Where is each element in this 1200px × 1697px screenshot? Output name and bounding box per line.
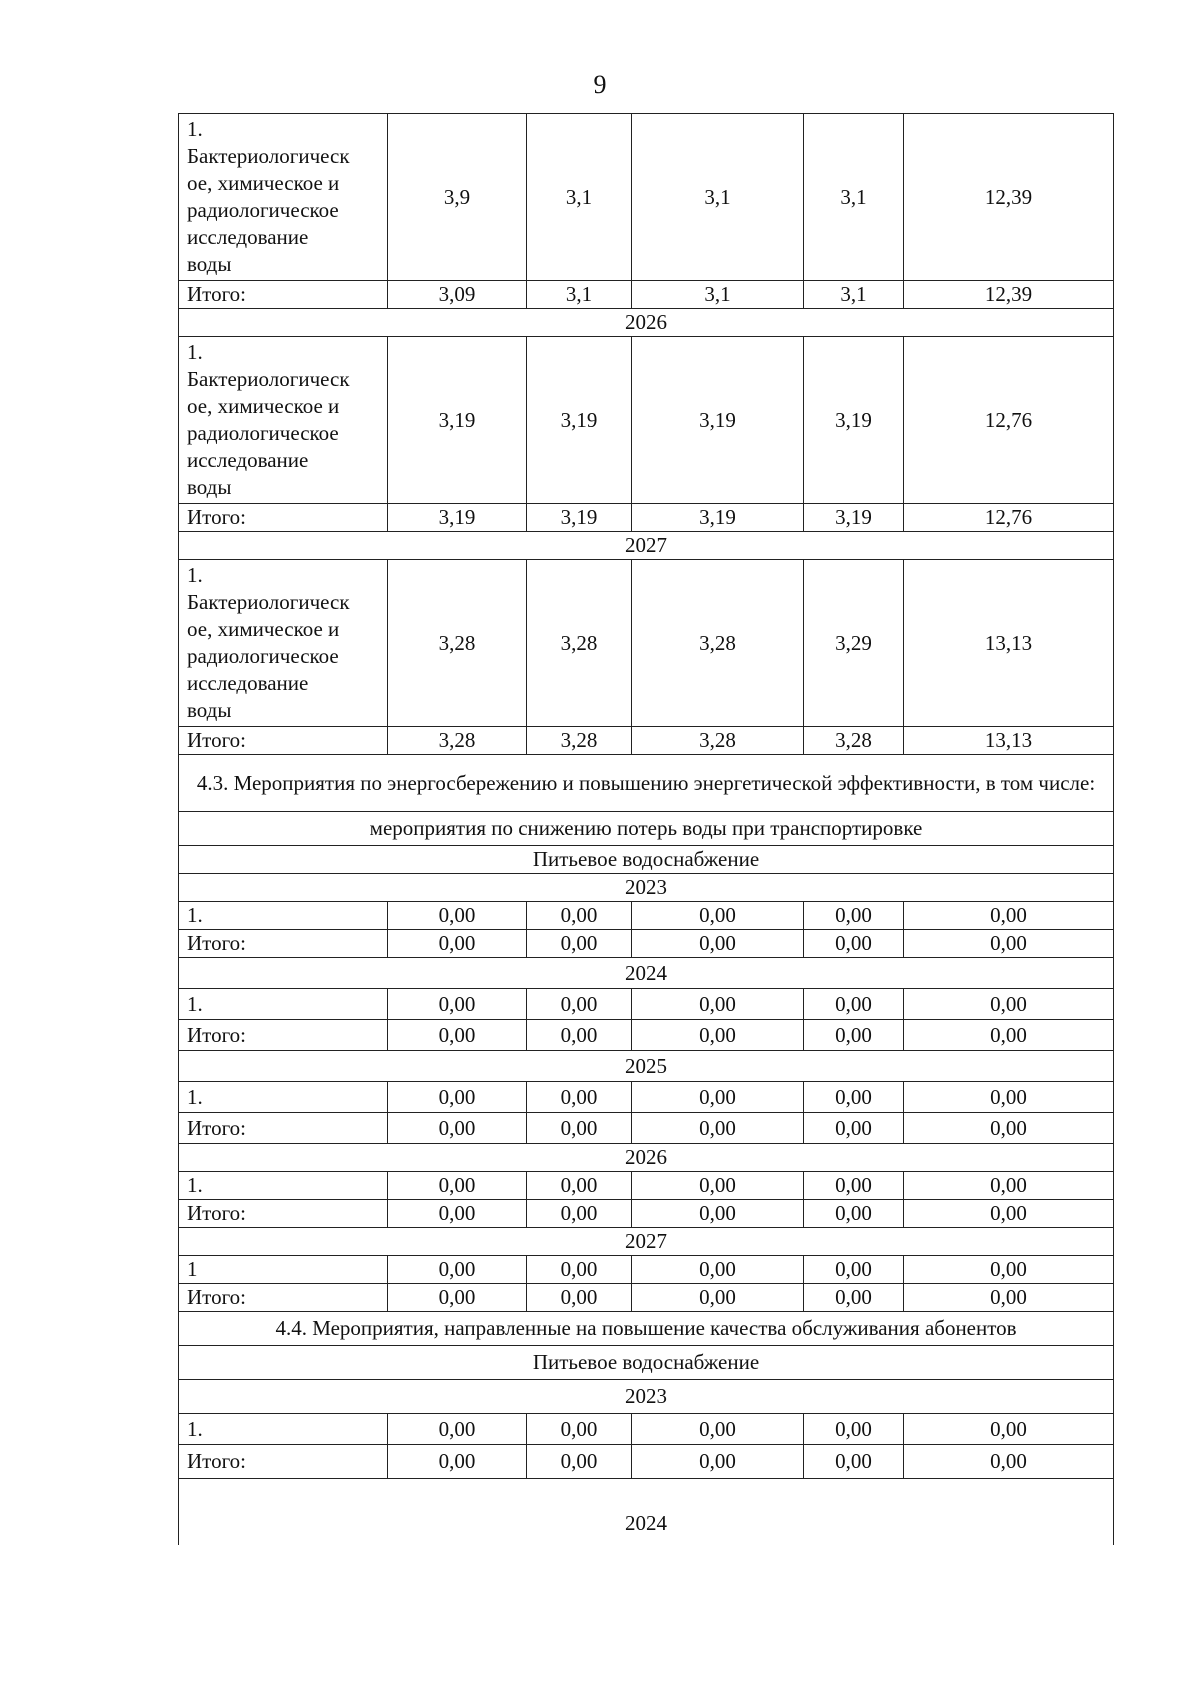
total-row [179,1020,1114,1051]
value-cell: 0,00 [632,902,804,930]
value-cell: 0,00 [527,1414,632,1445]
total-label: Итого: [179,930,388,958]
total-cell: 0,00 [904,1445,1114,1479]
value-cell: 0,00 [804,1256,904,1284]
table-row [179,114,1114,281]
value-cell: 12,39 [904,114,1114,281]
total-row [179,1200,1114,1228]
value-cell: 0,00 [904,902,1114,930]
year-row [179,874,1114,902]
value-cell: 0,00 [527,1256,632,1284]
table-row [179,989,1114,1020]
value-cell: 0,00 [388,902,527,930]
value-cell: 3,19 [388,337,527,504]
value-cell: 0,00 [632,1082,804,1113]
total-cell: 0,00 [904,930,1114,958]
total-cell: 3,1 [632,281,804,309]
measure-name: 1. Бактериологическ ое, химическое и радиологическое исследование воды [179,560,388,727]
item-number: 1. [179,902,388,930]
year-heading: 2025 [179,1051,1114,1082]
total-cell: 3,19 [388,504,527,532]
measure-name: 1. Бактериологическ ое, химическое и радиологическое исследование воды [179,114,388,281]
total-label: Итого: [179,1445,388,1479]
year-heading: 2024 [179,958,1114,989]
total-cell: 0,00 [388,1284,527,1312]
value-cell: 0,00 [632,1256,804,1284]
total-cell: 0,00 [632,1020,804,1051]
total-label: Итого: [179,281,388,309]
year-heading: 2026 [179,309,1114,337]
table-row [179,560,1114,727]
value-cell: 0,00 [804,989,904,1020]
total-cell: 3,28 [632,727,804,755]
measures-table [178,113,1114,1545]
total-cell: 0,00 [388,1445,527,1479]
total-cell: 0,00 [904,1113,1114,1144]
year-row [179,1479,1114,1546]
total-cell: 0,00 [527,1113,632,1144]
total-label: Итого: [179,727,388,755]
total-cell: 0,00 [632,1113,804,1144]
section-heading: 4.4. Мероприятия, направленные на повышение качества обслуживания абонентов [179,1312,1114,1346]
value-cell: 3,19 [804,337,904,504]
total-cell: 0,00 [804,1200,904,1228]
total-cell: 3,28 [388,727,527,755]
total-cell: 0,00 [804,930,904,958]
year-row [179,958,1114,989]
year-heading: 2024 [179,1479,1114,1546]
value-cell: 0,00 [527,1172,632,1200]
total-row [179,504,1114,532]
year-heading: 2027 [179,1228,1114,1256]
total-cell: 3,19 [527,504,632,532]
subsection-heading: мероприятия по снижению потерь воды при транспортировке [179,812,1114,846]
measure-name: 1. Бактериологическ ое, химическое и радиологическое исследование воды [179,337,388,504]
total-cell: 3,19 [632,504,804,532]
total-cell: 0,00 [804,1020,904,1051]
table-row [179,1082,1114,1113]
year-heading: 2023 [179,1380,1114,1414]
total-cell: 0,00 [804,1445,904,1479]
total-row [179,281,1114,309]
total-cell: 0,00 [527,1445,632,1479]
item-number: 1 [179,1256,388,1284]
value-cell: 0,00 [904,1172,1114,1200]
total-row [179,1284,1114,1312]
total-row [179,1445,1114,1479]
item-number: 1. [179,1082,388,1113]
item-number: 1. [179,1414,388,1445]
total-cell: 3,28 [527,727,632,755]
value-cell: 3,19 [527,337,632,504]
year-row [179,532,1114,560]
value-cell: 3,29 [804,560,904,727]
total-label: Итого: [179,1113,388,1144]
value-cell: 0,00 [388,1414,527,1445]
value-cell: 0,00 [804,1414,904,1445]
total-cell: 3,1 [527,281,632,309]
table-row [179,1172,1114,1200]
value-cell: 3,1 [632,114,804,281]
year-heading: 2026 [179,1144,1114,1172]
total-label: Итого: [179,504,388,532]
table-row [179,1256,1114,1284]
value-cell: 3,28 [632,560,804,727]
value-cell: 0,00 [388,1172,527,1200]
year-row [179,1051,1114,1082]
total-cell: 12,76 [904,504,1114,532]
year-row [179,1380,1114,1414]
year-heading: 2023 [179,874,1114,902]
total-row [179,727,1114,755]
total-cell: 0,00 [527,1284,632,1312]
total-cell: 0,00 [904,1020,1114,1051]
value-cell: 0,00 [527,989,632,1020]
value-cell: 3,1 [527,114,632,281]
total-cell: 0,00 [804,1113,904,1144]
value-cell: 3,28 [527,560,632,727]
item-number: 1. [179,989,388,1020]
section-row [179,755,1114,812]
total-label: Итого: [179,1200,388,1228]
value-cell: 3,9 [388,114,527,281]
total-cell: 3,09 [388,281,527,309]
total-cell: 0,00 [527,930,632,958]
category-row [179,846,1114,874]
value-cell: 0,00 [904,1256,1114,1284]
category-heading: Питьевое водоснабжение [179,1346,1114,1380]
value-cell: 0,00 [632,1414,804,1445]
category-row [179,1346,1114,1380]
total-cell: 0,00 [632,1445,804,1479]
total-cell: 0,00 [632,930,804,958]
subsection-row [179,812,1114,846]
section-heading: 4.3. Мероприятия по энергосбережению и повышению энергетической эффективности, в том числе: [179,755,1114,812]
value-cell: 0,00 [904,1082,1114,1113]
value-cell: 0,00 [632,1172,804,1200]
value-cell: 0,00 [388,1256,527,1284]
total-label: Итого: [179,1284,388,1312]
value-cell: 0,00 [804,1172,904,1200]
table-row [179,902,1114,930]
total-cell: 3,19 [804,504,904,532]
total-cell: 0,00 [527,1200,632,1228]
page-number: 9 [593,70,607,99]
total-cell: 0,00 [632,1284,804,1312]
value-cell: 0,00 [388,1082,527,1113]
value-cell: 3,19 [632,337,804,504]
total-cell: 3,28 [804,727,904,755]
total-cell: 12,39 [904,281,1114,309]
total-row [179,1113,1114,1144]
year-row [179,309,1114,337]
total-cell: 0,00 [388,930,527,958]
total-cell: 13,13 [904,727,1114,755]
value-cell: 0,00 [804,902,904,930]
value-cell: 0,00 [527,902,632,930]
value-cell: 13,13 [904,560,1114,727]
section-row [179,1312,1114,1346]
value-cell: 3,1 [804,114,904,281]
total-cell: 0,00 [904,1200,1114,1228]
value-cell: 0,00 [804,1082,904,1113]
total-label: Итого: [179,1020,388,1051]
total-cell: 0,00 [388,1113,527,1144]
total-cell: 0,00 [804,1284,904,1312]
value-cell: 0,00 [904,989,1114,1020]
table-row [179,337,1114,504]
total-cell: 0,00 [388,1200,527,1228]
total-cell: 0,00 [904,1284,1114,1312]
value-cell: 0,00 [904,1414,1114,1445]
year-heading: 2027 [179,532,1114,560]
total-cell: 0,00 [527,1020,632,1051]
total-cell: 0,00 [388,1020,527,1051]
category-heading: Питьевое водоснабжение [179,846,1114,874]
value-cell: 0,00 [632,989,804,1020]
value-cell: 0,00 [388,989,527,1020]
total-cell: 0,00 [632,1200,804,1228]
item-number: 1. [179,1172,388,1200]
total-row [179,930,1114,958]
year-row [179,1144,1114,1172]
value-cell: 3,28 [388,560,527,727]
value-cell: 0,00 [527,1082,632,1113]
table-row [179,1414,1114,1445]
year-row [179,1228,1114,1256]
total-cell: 3,1 [804,281,904,309]
value-cell: 12,76 [904,337,1114,504]
